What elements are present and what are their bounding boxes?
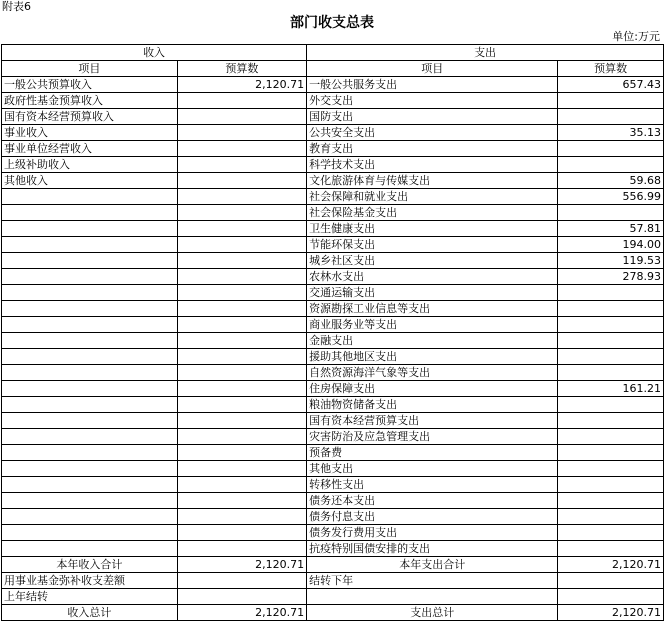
expense-item-cell: 社会保障和就业支出 <box>307 189 558 205</box>
income-item-cell: 事业收入 <box>2 125 178 141</box>
table-row <box>2 221 664 237</box>
table-row <box>2 301 664 317</box>
table-row <box>2 205 664 221</box>
table-row <box>2 413 664 429</box>
group-header-row <box>2 45 664 61</box>
income-budget-cell <box>177 221 306 237</box>
expense-budget-cell: 161.21 <box>558 381 664 397</box>
table-row <box>2 157 664 173</box>
income-budget-cell <box>177 413 306 429</box>
total-row <box>2 605 664 621</box>
income-budget-cell <box>177 125 306 141</box>
expense-budget-cell: 35.13 <box>558 125 664 141</box>
fund-label: 用事业基金弥补收支差额 <box>2 573 178 589</box>
table-row <box>2 381 664 397</box>
expense-budget-cell <box>558 333 664 349</box>
income-item-cell <box>2 333 178 349</box>
income-item-cell <box>2 237 178 253</box>
table-row <box>2 189 664 205</box>
expense-budget-cell <box>558 509 664 525</box>
prev-carry-label: 上年结转 <box>2 589 178 605</box>
income-budget-cell <box>177 397 306 413</box>
expense-item-cell: 一般公共服务支出 <box>307 77 558 93</box>
table-row <box>2 141 664 157</box>
income-budget-cell <box>177 445 306 461</box>
expense-item-cell: 其他支出 <box>307 461 558 477</box>
expense-budget-cell <box>558 157 664 173</box>
table-row <box>2 253 664 269</box>
subtotal-row <box>2 557 664 573</box>
income-budget-cell <box>177 493 306 509</box>
expense-item-cell: 预备费 <box>307 445 558 461</box>
income-item-cell <box>2 301 178 317</box>
table-row <box>2 93 664 109</box>
expense-budget-cell <box>558 301 664 317</box>
table-row <box>2 493 664 509</box>
income-budget-cell <box>177 237 306 253</box>
income-budget-cell <box>177 269 306 285</box>
col-header-income-item: 项目 <box>2 61 178 77</box>
expense-subtotal-label: 本年支出合计 <box>307 557 558 573</box>
table-row <box>2 333 664 349</box>
income-item-cell: 上级补助收入 <box>2 157 178 173</box>
income-item-cell <box>2 541 178 557</box>
income-total-label: 收入总计 <box>2 605 178 621</box>
income-item-cell <box>2 269 178 285</box>
expense-item-cell: 节能环保支出 <box>307 237 558 253</box>
expense-item-cell: 金融支出 <box>307 333 558 349</box>
expense-item-cell: 外交支出 <box>307 93 558 109</box>
income-budget-cell <box>177 365 306 381</box>
table-row <box>2 237 664 253</box>
expense-item-cell: 债务付息支出 <box>307 509 558 525</box>
table-row <box>2 509 664 525</box>
income-item-cell <box>2 253 178 269</box>
expense-budget-cell <box>558 317 664 333</box>
income-budget-cell <box>177 509 306 525</box>
expense-budget-cell <box>558 141 664 157</box>
income-item-cell <box>2 445 178 461</box>
table-row <box>2 349 664 365</box>
table-row <box>2 125 664 141</box>
table-row <box>2 397 664 413</box>
table-body <box>2 45 664 621</box>
income-item-cell <box>2 381 178 397</box>
income-item-cell <box>2 205 178 221</box>
expense-item-cell: 资源勘探工业信息等支出 <box>307 301 558 317</box>
income-item-cell <box>2 461 178 477</box>
income-budget-cell <box>177 173 306 189</box>
expense-item-cell: 交通运输支出 <box>307 285 558 301</box>
income-item-cell: 其他收入 <box>2 173 178 189</box>
table-row <box>2 317 664 333</box>
expense-item-cell: 文化旅游体育与传媒支出 <box>307 173 558 189</box>
table-row <box>2 109 664 125</box>
income-budget-cell <box>177 461 306 477</box>
income-budget-cell <box>177 349 306 365</box>
expense-item-cell: 灾害防治及应急管理支出 <box>307 429 558 445</box>
income-budget-cell <box>177 317 306 333</box>
expense-budget-cell <box>558 461 664 477</box>
expense-budget-cell <box>558 365 664 381</box>
expense-item-cell: 社会保险基金支出 <box>307 205 558 221</box>
table-row <box>2 525 664 541</box>
expense-budget-cell: 57.81 <box>558 221 664 237</box>
expense-item-cell: 国有资本经营预算支出 <box>307 413 558 429</box>
income-subtotal-label: 本年收入合计 <box>2 557 178 573</box>
income-item-cell <box>2 509 178 525</box>
expense-item-cell: 科学技术支出 <box>307 157 558 173</box>
income-item-cell <box>2 429 178 445</box>
expense-budget-cell: 119.53 <box>558 253 664 269</box>
fund-value <box>177 573 306 589</box>
income-item-cell <box>2 525 178 541</box>
expense-budget-cell <box>558 349 664 365</box>
expense-budget-cell <box>558 397 664 413</box>
expense-item-cell: 援助其他地区支出 <box>307 349 558 365</box>
table-row <box>2 461 664 477</box>
income-total-value: 2,120.71 <box>177 605 306 621</box>
income-item-cell <box>2 189 178 205</box>
expense-budget-cell <box>558 541 664 557</box>
expense-budget-cell <box>558 205 664 221</box>
income-budget-cell <box>177 333 306 349</box>
expense-budget-cell <box>558 285 664 301</box>
expense-budget-cell <box>558 445 664 461</box>
table-row <box>2 445 664 461</box>
group-income-header: 收入 <box>2 45 307 61</box>
expense-total-label: 支出总计 <box>307 605 558 621</box>
income-budget-cell <box>177 109 306 125</box>
expense-budget-cell <box>558 93 664 109</box>
carry-out-value <box>558 573 664 589</box>
expense-subtotal-value: 2,120.71 <box>558 557 664 573</box>
expense-budget-cell: 59.68 <box>558 173 664 189</box>
carry-out-label: 结转下年 <box>307 573 558 589</box>
expense-budget-cell <box>558 477 664 493</box>
blank-cell <box>558 589 664 605</box>
table-row <box>2 173 664 189</box>
expense-item-cell: 转移性支出 <box>307 477 558 493</box>
table-row <box>2 541 664 557</box>
income-item-cell <box>2 397 178 413</box>
expense-budget-cell: 657.43 <box>558 77 664 93</box>
income-budget-cell <box>177 429 306 445</box>
table-row <box>2 365 664 381</box>
income-budget-cell <box>177 157 306 173</box>
income-item-cell <box>2 285 178 301</box>
expense-item-cell: 卫生健康支出 <box>307 221 558 237</box>
income-budget-cell <box>177 541 306 557</box>
income-item-cell: 事业单位经营收入 <box>2 141 178 157</box>
income-item-cell <box>2 493 178 509</box>
income-budget-cell <box>177 525 306 541</box>
expense-budget-cell <box>558 493 664 509</box>
income-item-cell: 政府性基金预算收入 <box>2 93 178 109</box>
page-title: 部门收支总表 <box>290 15 374 31</box>
income-budget-cell <box>177 477 306 493</box>
expense-total-value: 2,120.71 <box>558 605 664 621</box>
column-header-row <box>2 61 664 77</box>
expense-item-cell: 教育支出 <box>307 141 558 157</box>
group-expense-header: 支出 <box>307 45 664 61</box>
table-row <box>2 269 664 285</box>
income-subtotal-value: 2,120.71 <box>177 557 306 573</box>
expense-item-cell: 公共安全支出 <box>307 125 558 141</box>
expense-budget-cell: 556.99 <box>558 189 664 205</box>
income-item-cell <box>2 413 178 429</box>
expense-budget-cell: 278.93 <box>558 269 664 285</box>
expense-budget-cell <box>558 413 664 429</box>
expense-item-cell: 城乡社区支出 <box>307 253 558 269</box>
fund-row <box>2 573 664 589</box>
expense-item-cell: 粮油物资储备支出 <box>307 397 558 413</box>
income-item-cell <box>2 477 178 493</box>
expense-item-cell: 住房保障支出 <box>307 381 558 397</box>
expense-budget-cell: 194.00 <box>558 237 664 253</box>
income-budget-cell <box>177 93 306 109</box>
income-item-cell <box>2 349 178 365</box>
table-row <box>2 477 664 493</box>
col-header-expense-budget: 预算数 <box>558 61 664 77</box>
table-row <box>2 77 664 93</box>
expense-budget-cell <box>558 525 664 541</box>
income-item-cell <box>2 221 178 237</box>
prev-carry-value <box>177 589 306 605</box>
income-item-cell: 一般公共预算收入 <box>2 77 178 93</box>
income-budget-cell: 2,120.71 <box>177 77 306 93</box>
expense-budget-cell <box>558 109 664 125</box>
attachment-label: 附表6 <box>2 0 31 13</box>
col-header-income-budget: 预算数 <box>177 61 306 77</box>
expense-item-cell: 抗疫特别国债安排的支出 <box>307 541 558 557</box>
expense-budget-cell <box>558 429 664 445</box>
income-budget-cell <box>177 205 306 221</box>
table-row <box>2 429 664 445</box>
col-header-expense-item: 项目 <box>307 61 558 77</box>
income-budget-cell <box>177 189 306 205</box>
expense-item-cell: 债务发行费用支出 <box>307 525 558 541</box>
income-item-cell <box>2 365 178 381</box>
income-item-cell: 国有资本经营预算收入 <box>2 109 178 125</box>
expense-item-cell: 国防支出 <box>307 109 558 125</box>
prev-carry-row <box>2 589 664 605</box>
expense-item-cell: 债务还本支出 <box>307 493 558 509</box>
income-budget-cell <box>177 253 306 269</box>
income-budget-cell <box>177 285 306 301</box>
income-budget-cell <box>177 381 306 397</box>
table-row <box>2 285 664 301</box>
expense-item-cell: 自然资源海洋气象等支出 <box>307 365 558 381</box>
income-item-cell <box>2 317 178 333</box>
expense-item-cell: 农林水支出 <box>307 269 558 285</box>
unit-label: 单位:万元 <box>612 30 660 43</box>
blank-cell <box>307 589 558 605</box>
expense-item-cell: 商业服务业等支出 <box>307 317 558 333</box>
income-budget-cell <box>177 301 306 317</box>
income-budget-cell <box>177 141 306 157</box>
budget-table <box>1 44 664 621</box>
